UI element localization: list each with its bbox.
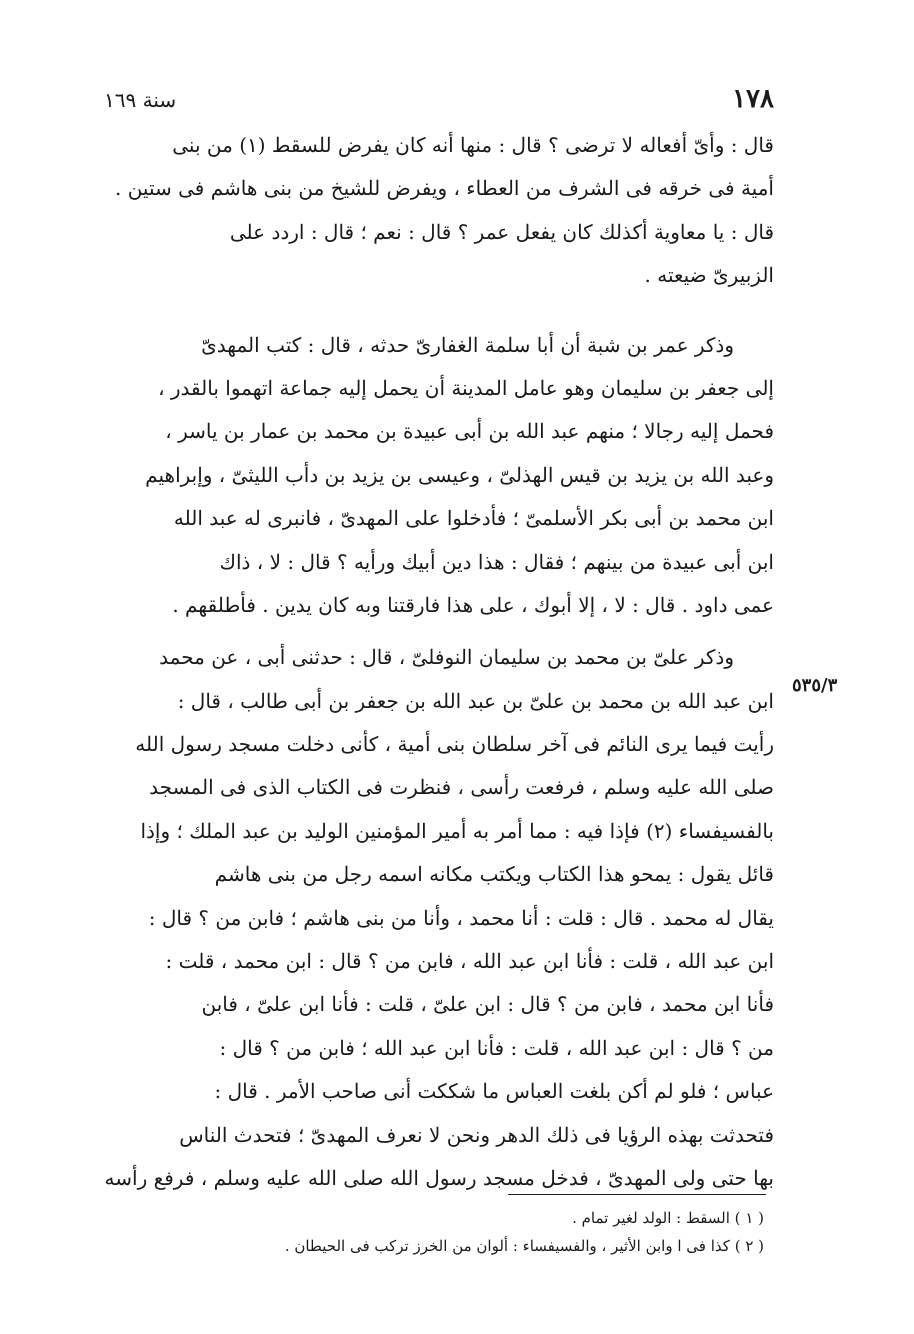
text-line: ابن أبى عبيدة من بينهم ؛ فقال : هذا دين أبيك ورأيه ؟ قال : لا ، ذاك bbox=[219, 549, 774, 574]
text-line: قال : وأىّ أفعاله لا ترضى ؟ قال : منها أنه كان يفرض للسقط (١) من بنى bbox=[172, 133, 774, 157]
text-line: ابن عبد الله بن محمد بن علىّ بن عبد الله بن جعفر بن أبى طالب ، قال : bbox=[177, 688, 774, 713]
text-line: يقال له محمد . قال : قلت : أنا محمد ، وأنا من بنى هاشم ؛ فابن من ؟ قال : bbox=[148, 905, 774, 930]
running-head: سنة ١٦٩ bbox=[104, 88, 177, 112]
footnotes bbox=[144, 1204, 764, 1260]
page-header bbox=[104, 84, 774, 120]
text-line: من ؟ قال : ابن عبد الله ، قلت : فأنا ابن عبد الله ؛ فابن من ؟ قال : bbox=[219, 1035, 774, 1060]
text-line: رأيت فيما يرى النائم فى آخر سلطان بنى أمية ، كأنى دخلت مسجد رسول الله bbox=[135, 732, 774, 757]
margin-reference: ٥٣٥/٣ bbox=[792, 675, 838, 696]
paragraph-2 bbox=[104, 324, 774, 628]
page-number: ١٧٨ bbox=[732, 84, 774, 114]
footnote-2: ( ٢ ) كذا فى ا وابن الأثير ، والفسيفساء : ألوان من الخرز تركب فى الحيطان . bbox=[284, 1237, 764, 1255]
footnote-1: ( ١ ) السقط : الولد لغير تمام . bbox=[572, 1209, 764, 1227]
text-line: قال : يا معاوية أكذلك كان يفعل عمر ؟ قال : نعم ؛ قال : اردد على bbox=[229, 219, 774, 244]
text-line: قائل يقول : يمحو هذا الكتاب ويكتب مكانه اسمه رجل من بنى هاشم bbox=[214, 862, 774, 887]
text-line: بها حتى ولى المهدىّ ، فدخل مسجد رسول الله صلى الله عليه وسلم ، فرفع رأسه bbox=[104, 1165, 774, 1190]
text-line: أمية فى خرقه فى الشرف من العطاء ، ويفرض للشيخ من بنى هاشم فى ستين . bbox=[114, 176, 774, 201]
text-line: وذكر عمر بن شبة أن أبا سلمة الغفارىّ حدثه ، قال : كتب المهدىّ bbox=[201, 332, 734, 357]
paragraph-1 bbox=[104, 124, 774, 298]
paragraph-3 bbox=[104, 636, 774, 1200]
text-line: إلى جعفر بن سليمان وهو عامل المدينة أن يحمل إليه جماعة اتهموا بالقدر ، bbox=[158, 375, 774, 400]
text-line: بالفسيفساء (٢) فإذا فيه : مما أمر به أمير المؤمنين الوليد بن عبد الملك ؛ وإذا bbox=[140, 818, 774, 843]
text-line: عباس ؛ فلو لم أكن بلغت العباس ما شككت أنى صاحب الأمر . قال : bbox=[214, 1079, 774, 1104]
paragraph-gap bbox=[104, 627, 774, 636]
text-line: ابن عبد الله ، قلت : فأنا ابن عبد الله ، فابن من ؟ قال : ابن محمد ، قلت : bbox=[165, 949, 774, 974]
text-line: صلى الله عليه وسلم ، فرفعت رأسى ، فنظرت فى الكتاب الذى فى المسجد bbox=[149, 775, 774, 800]
text-line: فحمل إليه رجالا ؛ منهم عبد الله بن أبى عبيدة بن محمد بن عمار بن ياسر ، bbox=[165, 419, 774, 444]
paragraph-gap bbox=[104, 298, 774, 324]
text-line: عمى داود . قال : لا ، إلا أبوك ، على هذا فارقتنا وبه كان يدين . فأطلقهم . bbox=[172, 592, 774, 617]
text-line: وذكر علىّ بن محمد بن سليمان النوفلىّ ، قال : حدثنى أبى ، عن محمد bbox=[159, 645, 734, 670]
text-line: ابن محمد بن أبى بكر الأسلمىّ ؛ فأدخلوا على المهدىّ ، فانبرى له عبد الله bbox=[173, 506, 774, 531]
text-line: فأنا ابن محمد ، فابن من ؟ قال : ابن علىّ ، قلت : فأنا ابن علىّ ، فابن bbox=[201, 992, 774, 1017]
text-line: فتحدثت بهذه الرؤيا فى ذلك الدهر ونحن لا نعرف المهدىّ ؛ فتحدث الناس bbox=[179, 1122, 774, 1147]
text-line: وعبد الله بن يزيد بن قيس الهذلىّ ، وعيسى بن يزيد بن دأب الليثىّ ، وإبراهيم bbox=[145, 462, 774, 487]
body-text bbox=[104, 124, 774, 1200]
footnote-divider bbox=[508, 1194, 766, 1195]
text-line: الزبيرىّ ضيعته . bbox=[644, 263, 774, 288]
